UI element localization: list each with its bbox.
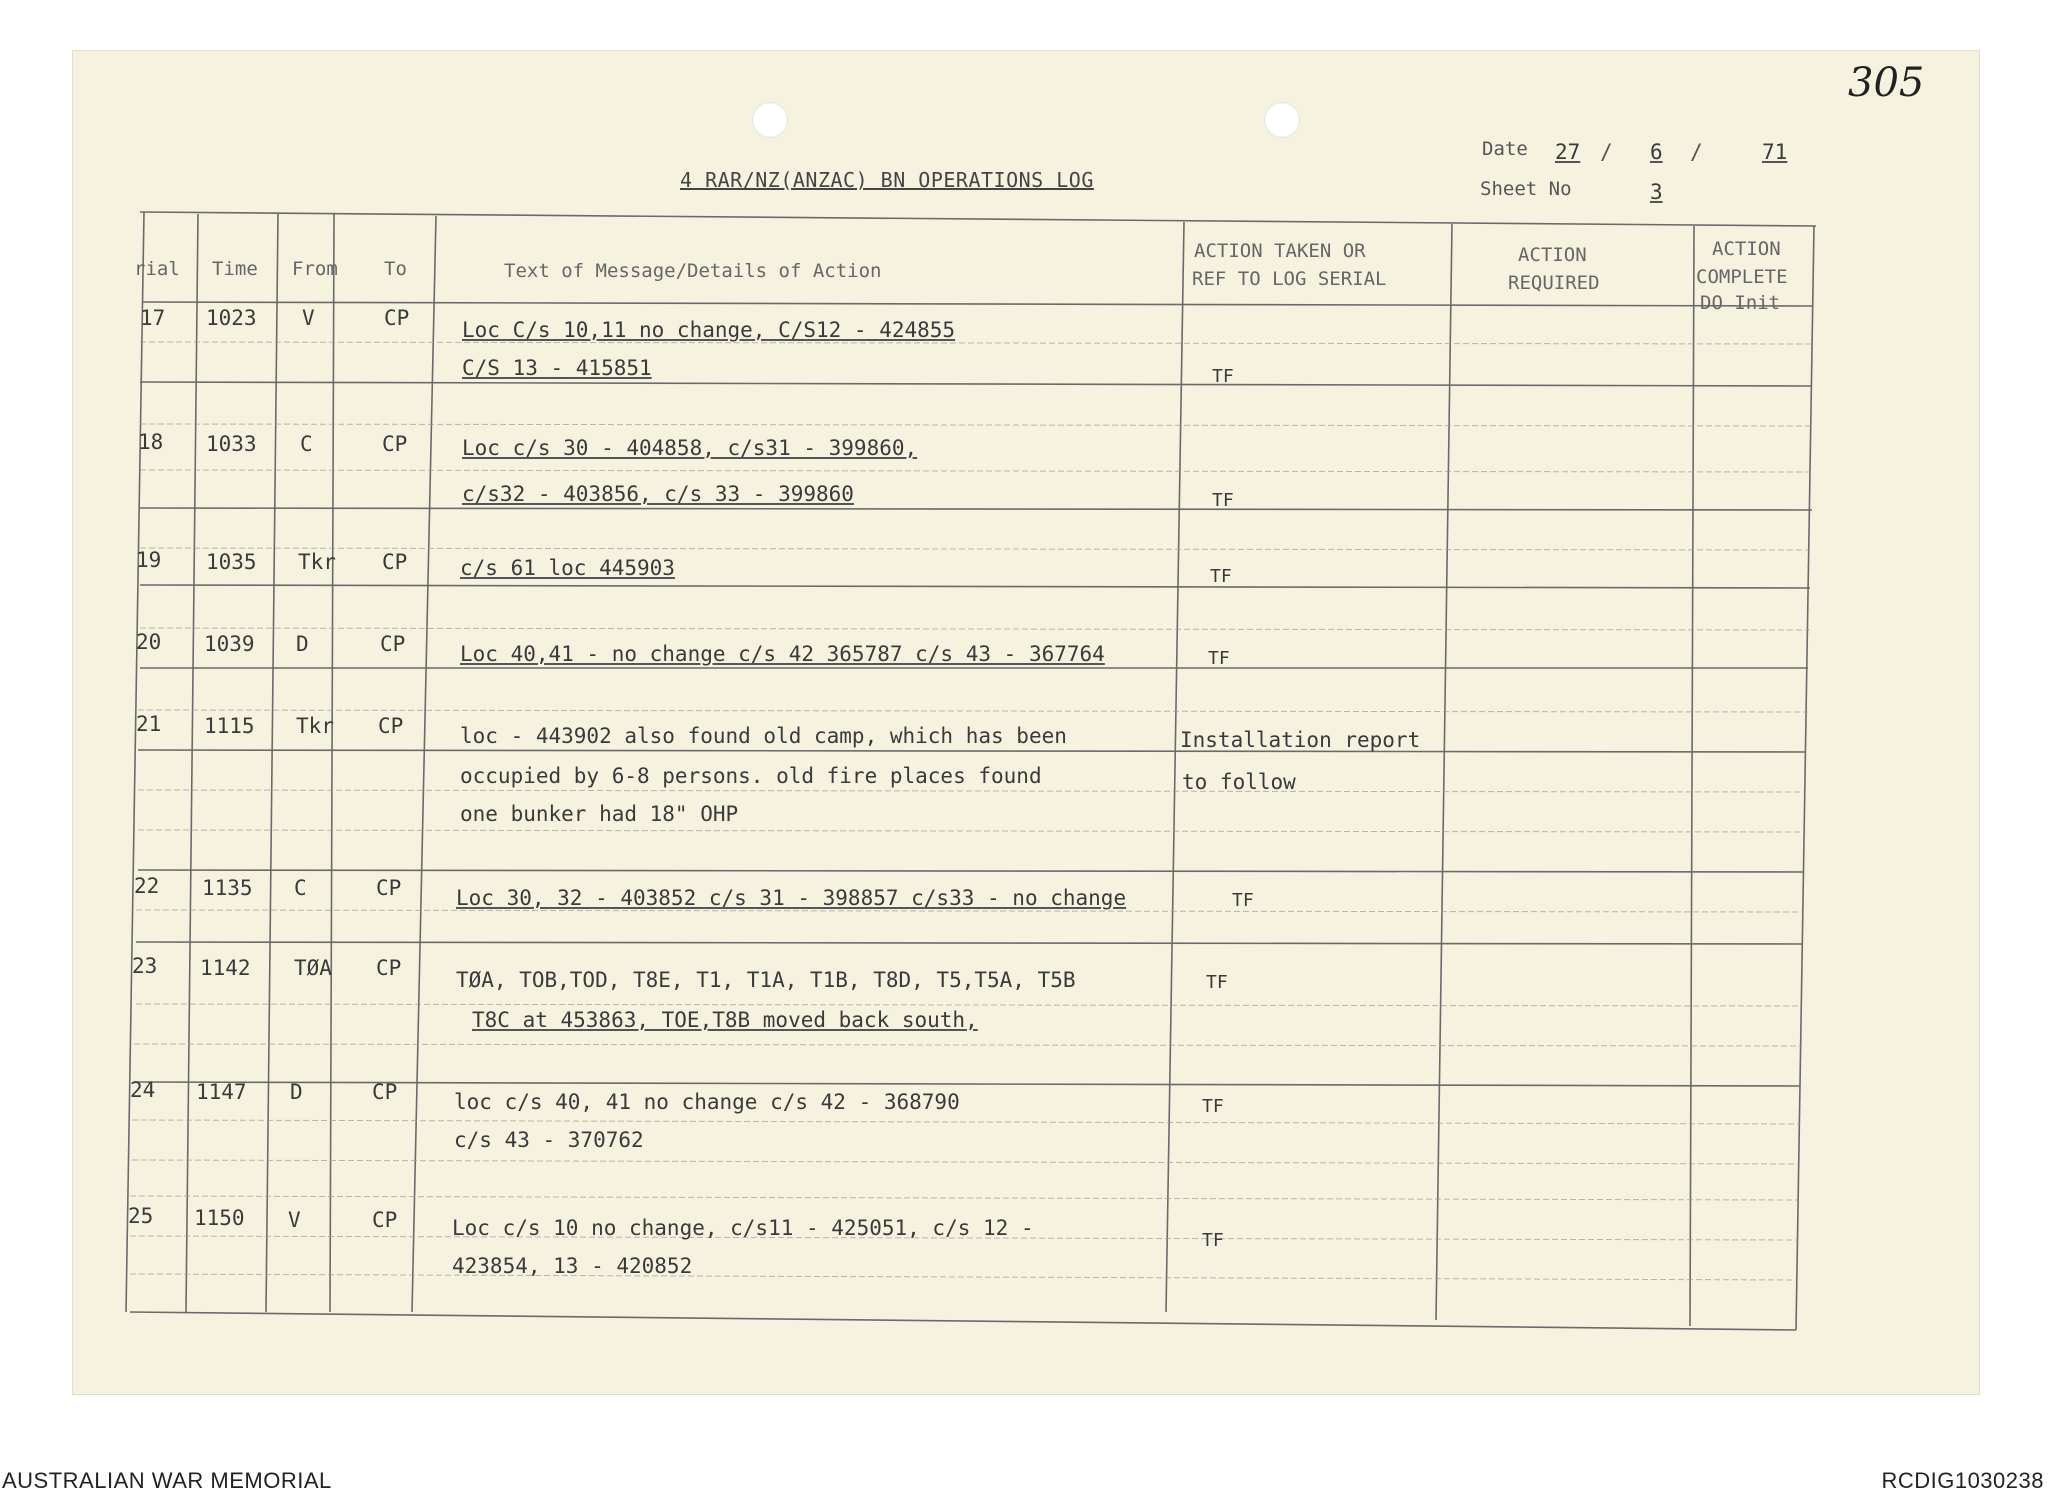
- date-label: Date: [1482, 138, 1528, 160]
- entry-serial: 18: [138, 430, 164, 454]
- entry-to: CP: [380, 632, 406, 656]
- entry-action: TF: [1208, 648, 1230, 669]
- entry-text-line: T8C at 453863, TOE,T8B moved back south,: [472, 1008, 978, 1032]
- entry-serial: 19: [136, 548, 162, 572]
- entry-serial: 20: [136, 630, 162, 654]
- entry-text-line: c/s 43 - 370762: [454, 1128, 644, 1152]
- col-action-complete-2: COMPLETE: [1696, 266, 1788, 288]
- col-to: To: [384, 258, 407, 280]
- entry-to: CP: [378, 714, 404, 738]
- entry-time: 1115: [204, 714, 255, 738]
- entry-serial: 23: [132, 954, 158, 978]
- archive-credit: AUSTRALIAN WAR MEMORIAL: [2, 1468, 332, 1493]
- entry-serial: 17: [140, 306, 166, 330]
- col-serial: rial: [134, 258, 180, 280]
- entry-text-line: c/s 61 loc 445903: [460, 556, 675, 580]
- entry-serial: 21: [136, 712, 162, 736]
- entry-from: V: [302, 306, 315, 330]
- entry-text-line: loc - 443902 also found old camp, which has been: [460, 724, 1067, 748]
- entry-time: 1035: [206, 550, 257, 574]
- entry-time: 1142: [200, 956, 251, 980]
- col-action-complete-3: DO Init: [1700, 292, 1781, 314]
- entry-time: 1150: [194, 1206, 245, 1230]
- entry-text-line: C/S 13 - 415851: [462, 356, 652, 380]
- entry-text-line: c/s32 - 403856, c/s 33 - 399860: [462, 482, 854, 506]
- entry-action: TF: [1202, 1096, 1224, 1117]
- entry-to: CP: [384, 306, 410, 330]
- entry-from: V: [288, 1208, 301, 1232]
- entry-action: Installation report: [1180, 728, 1421, 752]
- page-number: 305: [1848, 60, 1925, 106]
- entry-text-line: 423854, 13 - 420852: [452, 1254, 693, 1278]
- sheet-number: 3: [1650, 180, 1663, 204]
- date-sep-2: /: [1690, 140, 1703, 164]
- entry-text-line: Loc 40,41 - no change c/s 42 365787 c/s 43 - 367764: [460, 642, 1105, 666]
- col-action-taken-1: ACTION TAKEN OR: [1194, 240, 1366, 262]
- entry-text-line: Loc C/s 10,11 no change, C/S12 - 424855: [462, 318, 956, 342]
- entry-action: TF: [1212, 366, 1234, 387]
- sheet-label: Sheet No: [1480, 178, 1572, 200]
- entry-time: 1135: [202, 876, 253, 900]
- entry-action: TF: [1212, 490, 1234, 511]
- entry-action: TF: [1206, 972, 1228, 993]
- col-text: Text of Message/Details of Action: [504, 260, 882, 282]
- entry-text-line: TØA, TOB,TOD, T8E, T1, T1A, T1B, T8D, T5,T5A, T5B: [456, 968, 1076, 992]
- entry-from: Tkr: [298, 550, 336, 574]
- col-action-complete-1: ACTION: [1712, 238, 1781, 260]
- entry-serial: 25: [128, 1204, 154, 1228]
- entry-action: TF: [1232, 890, 1254, 911]
- entry-time: 1023: [206, 306, 257, 330]
- entry-action: to follow: [1182, 770, 1296, 794]
- entry-serial: 24: [130, 1078, 156, 1102]
- entry-from: C: [300, 432, 313, 456]
- entry-to: CP: [376, 876, 402, 900]
- entry-text-line: Loc 30, 32 - 403852 c/s 31 - 398857 c/s33 - no change: [456, 886, 1127, 910]
- entry-text-line: loc c/s 40, 41 no change c/s 42 - 368790: [454, 1090, 960, 1114]
- col-from: From: [292, 258, 338, 280]
- entry-from: C: [294, 876, 307, 900]
- entry-to: CP: [382, 432, 408, 456]
- col-time: Time: [212, 258, 258, 280]
- entry-text-line: Loc c/s 10 no change, c/s11 - 425051, c/s 12 -: [452, 1216, 1034, 1240]
- date-year: 71: [1762, 140, 1788, 164]
- entry-time: 1039: [204, 632, 255, 656]
- entry-from: D: [290, 1080, 303, 1104]
- col-action-required-1: ACTION: [1518, 244, 1587, 266]
- entry-to: CP: [382, 550, 408, 574]
- entry-text-line: occupied by 6-8 persons. old fire places found: [460, 764, 1042, 788]
- col-action-taken-2: REF TO LOG SERIAL: [1192, 268, 1387, 290]
- archive-reference: RCDIG1030238: [1881, 1468, 2044, 1493]
- entry-serial: 22: [134, 874, 160, 898]
- entry-to: CP: [376, 956, 402, 980]
- entry-text-line: Loc c/s 30 - 404858, c/s31 - 399860,: [462, 436, 918, 460]
- date-day: 27: [1555, 140, 1581, 164]
- entry-from: TØA: [294, 956, 332, 980]
- entry-from: Tkr: [296, 714, 334, 738]
- entry-action: TF: [1210, 566, 1232, 587]
- entry-time: 1033: [206, 432, 257, 456]
- entry-to: CP: [372, 1208, 398, 1232]
- entry-to: CP: [372, 1080, 398, 1104]
- log-title: 4 RAR/NZ(ANZAC) BN OPERATIONS LOG: [680, 168, 1094, 192]
- date-sep-1: /: [1600, 140, 1613, 164]
- entry-time: 1147: [196, 1080, 247, 1104]
- date-month: 6: [1650, 140, 1663, 164]
- entry-text-line: one bunker had 18" OHP: [460, 802, 739, 826]
- col-action-required-2: REQUIRED: [1508, 272, 1600, 294]
- entry-action: TF: [1202, 1230, 1224, 1251]
- entry-from: D: [296, 632, 309, 656]
